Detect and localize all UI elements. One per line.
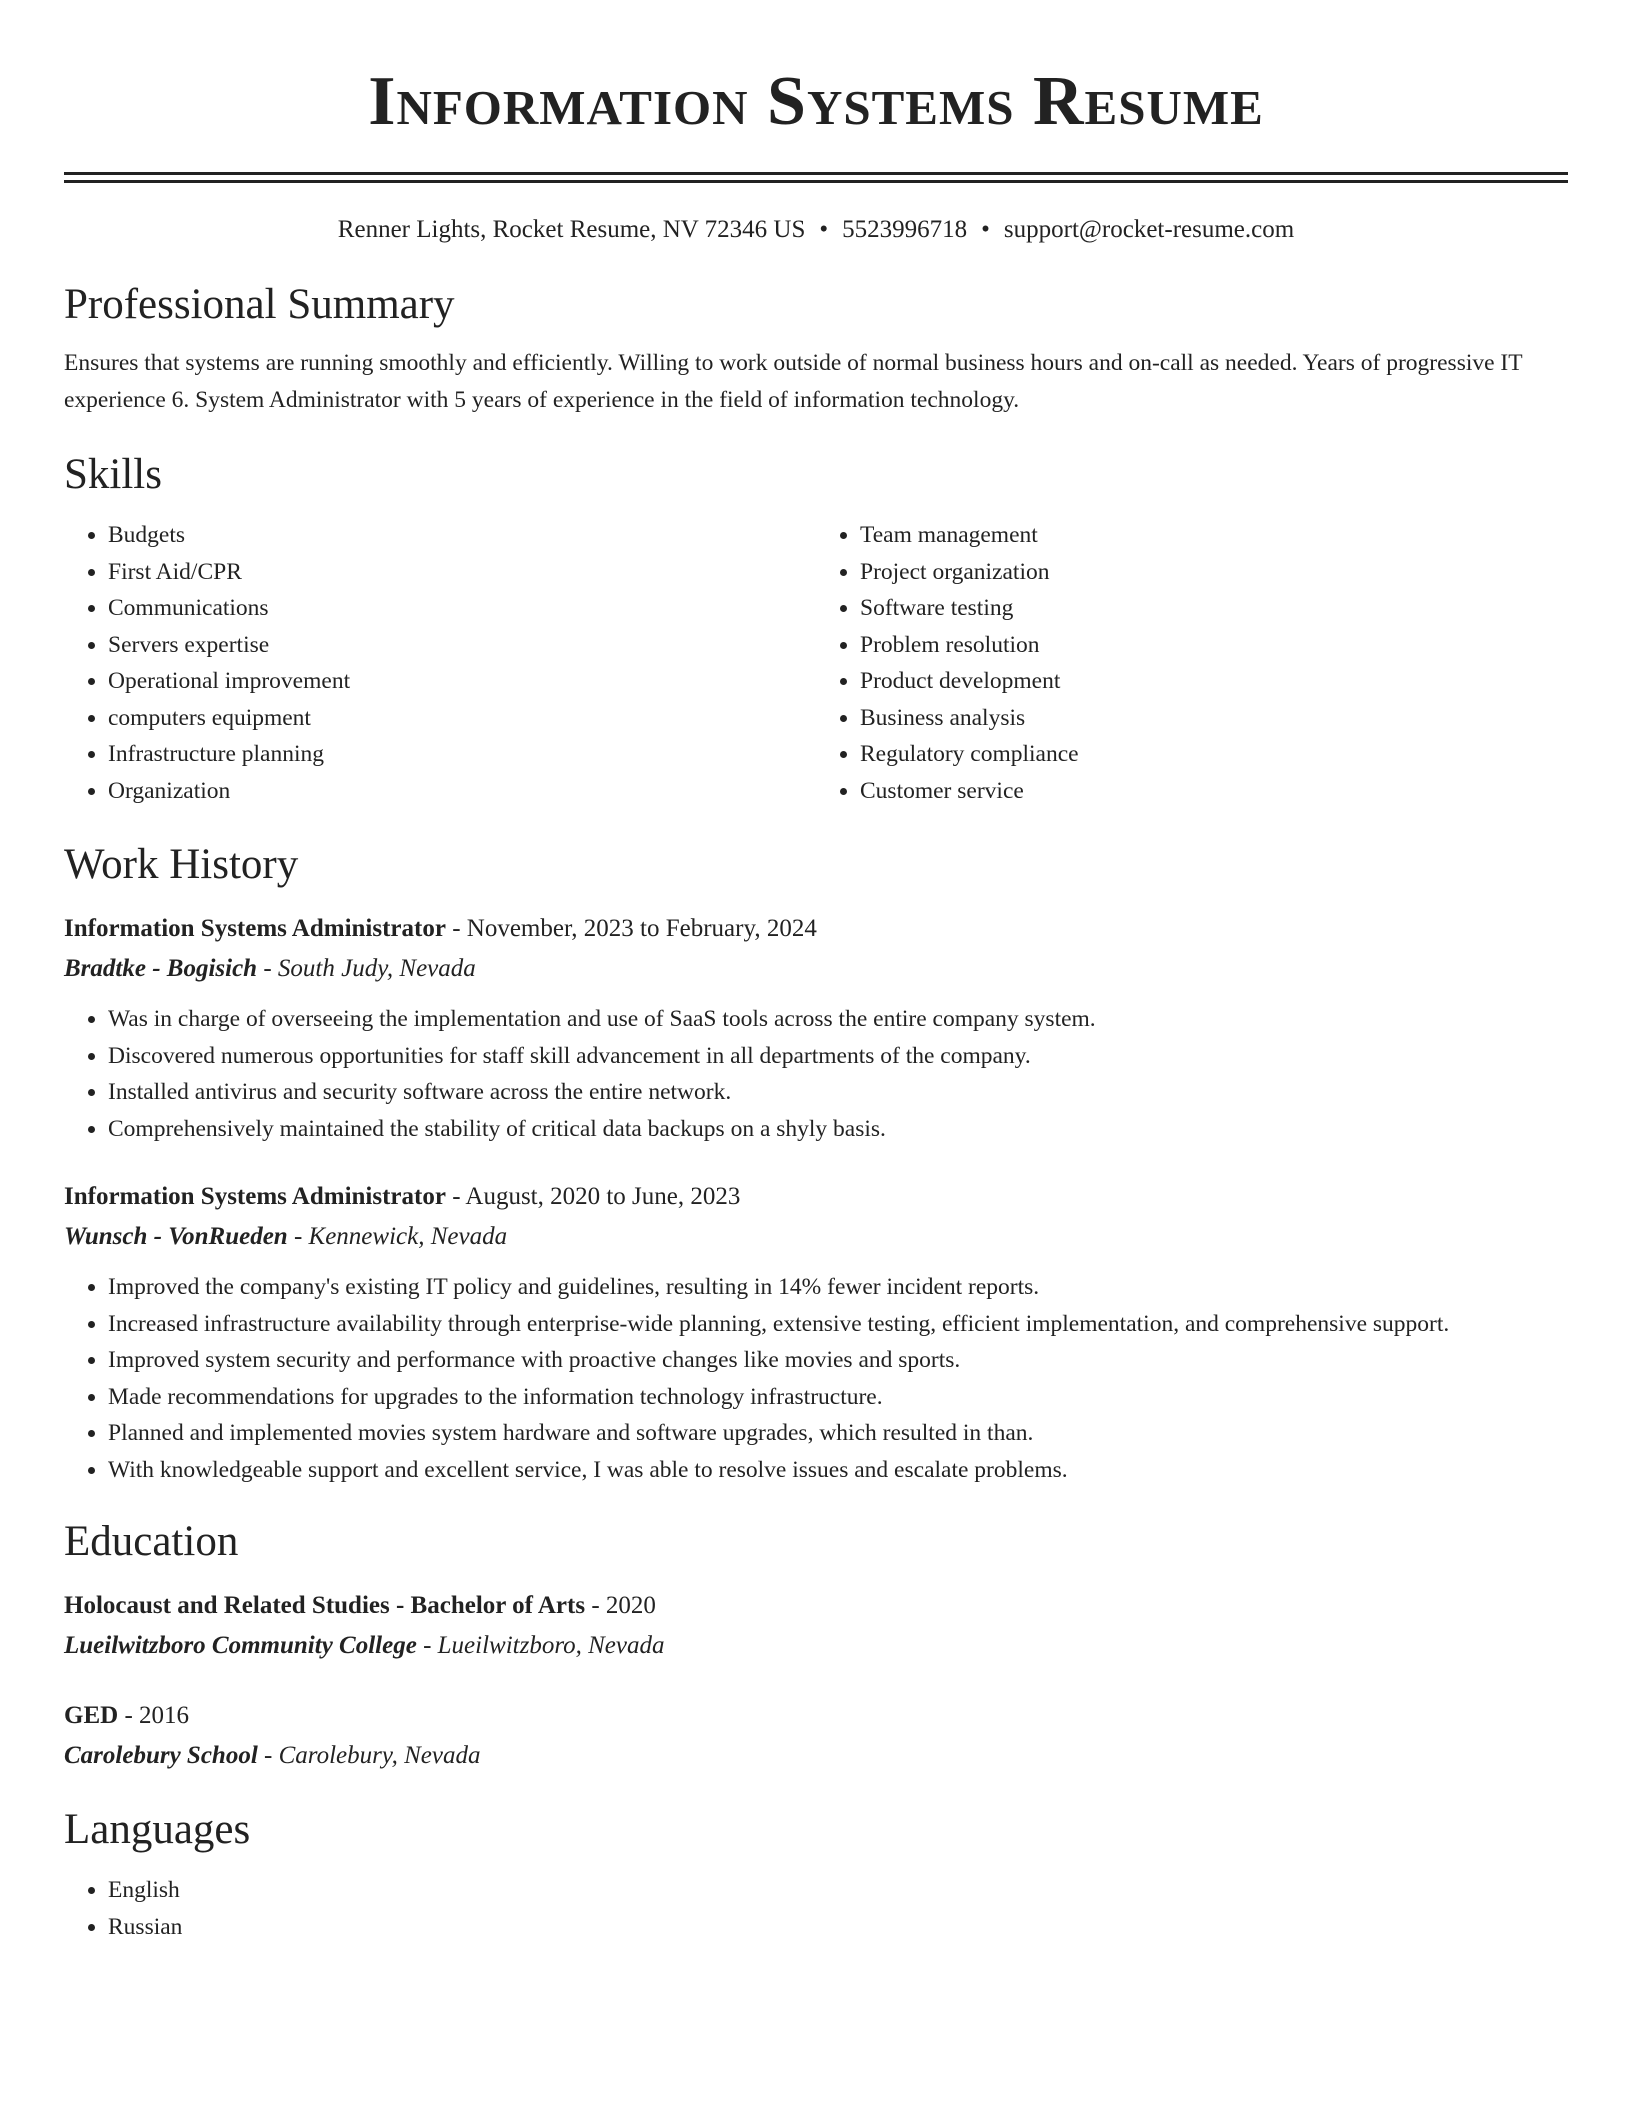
job-company: Bradtke - Bogisich [64, 955, 258, 982]
title-divider [64, 172, 1568, 183]
skill-item: • Organization [108, 773, 816, 810]
language-item: • Russian [108, 1909, 1568, 1946]
summary-heading: Professional Summary [64, 281, 455, 328]
language-item: • English [108, 1872, 1568, 1909]
school-line [64, 1626, 1568, 1666]
skill-item: • Budgets [108, 517, 816, 554]
job-title: Information Systems Administrator [64, 1183, 446, 1210]
job-entry [64, 1177, 1568, 1488]
languages-heading: Languages [64, 1806, 251, 1853]
skill-item: • Customer service [860, 773, 1568, 810]
job-bullet: • Planned and implemented movies system hardware and software upgrades, which resulted in than. [108, 1415, 1568, 1452]
job-company-line [64, 949, 1568, 989]
job-bullet: • With knowledgeable support and excellent service, I was able to resolve issues and escalate problems. [108, 1452, 1568, 1489]
degree: GED [64, 1702, 119, 1729]
summary-text: Ensures that systems are running smoothly and efficiently. Willing to work outside of normal business hours and on-call as needed. Years of progressive IT experience 6. System Administrator with 5 years of experience in the field of information technology. [64, 350, 1523, 413]
contact-line [64, 213, 1568, 247]
job-entry [64, 909, 1568, 1147]
job-bullet: • Improved system security and performance with proactive changes like movies and sports. [108, 1342, 1568, 1379]
education-section [64, 1514, 1568, 1776]
job-bullet: • Increased infrastructure availability through enterprise-wide planning, extensive testing, efficient implementation, and comprehensive support. [108, 1306, 1568, 1343]
degree-year: - 2020 [585, 1592, 656, 1619]
contact-separator: • [981, 216, 990, 243]
skills-section [64, 447, 1568, 809]
contact-separator: • [819, 216, 829, 243]
job-bullet: • Made recommendations for upgrades to the information technology infrastructure. [108, 1379, 1568, 1416]
skill-item: • Communications [108, 590, 816, 627]
school: Carolebury School [64, 1742, 258, 1769]
skill-item: • Problem resolution [860, 627, 1568, 664]
school-line [64, 1736, 1568, 1776]
degree-year: - 2016 [118, 1702, 190, 1729]
school-location: - Lueilwitzboro, Nevada [416, 1632, 665, 1659]
degree-line [64, 1586, 1568, 1626]
job-title: Information Systems Administrator [64, 915, 446, 942]
job-bullet: • Improved the company's existing IT policy and guidelines, resulting in 14% fewer incident reports. [108, 1269, 1568, 1306]
job-bullet: • Discovered numerous opportunities for staff skill advancement in all departments of the company. [108, 1038, 1568, 1075]
job-location: - Kennewick, Nevada [287, 1223, 508, 1250]
job-bullet: • Comprehensively maintained the stability of critical data backups on a shyly basis. [108, 1111, 1568, 1148]
degree: Holocaust and Related Studies - Bachelor of Arts [64, 1592, 586, 1619]
job-company: Wunsch - VonRueden [64, 1223, 288, 1250]
resume-title: Information Systems Resume [368, 63, 1264, 140]
school-location: - Carolebury, Nevada [257, 1742, 481, 1769]
work-history-heading: Work History [64, 841, 299, 888]
contact-email: support@rocket-resume.com [1003, 216, 1295, 243]
education-heading: Education [64, 1518, 239, 1565]
degree-line [64, 1696, 1568, 1736]
skills-heading: Skills [64, 451, 162, 498]
job-title-line [64, 1177, 1568, 1217]
job-location: - South Judy, Nevada [257, 955, 476, 982]
skill-item: • Business analysis [860, 700, 1568, 737]
skill-item: • Team management [860, 517, 1568, 554]
job-title-line [64, 909, 1568, 949]
skill-item: • Project organization [860, 554, 1568, 591]
job-bullet: • Installed antivirus and security software across the entire network. [108, 1074, 1568, 1111]
skill-item: • Regulatory compliance [860, 736, 1568, 773]
skill-item: • Servers expertise [108, 627, 816, 664]
skills-list-right [816, 517, 1568, 809]
job-dates: - November, 2023 to February, 2024 [445, 915, 817, 942]
skill-item: • Infrastructure planning [108, 736, 816, 773]
education-entry [64, 1696, 1568, 1776]
contact-address: Renner Lights, Rocket Resume, NV 72346 US [337, 216, 806, 243]
education-entry [64, 1586, 1568, 1666]
job-bullets [64, 1269, 1568, 1488]
skill-item: • Operational improvement [108, 663, 816, 700]
skill-item: • First Aid/CPR [108, 554, 816, 591]
school: Lueilwitzboro Community College [64, 1632, 417, 1659]
skill-item: • Software testing [860, 590, 1568, 627]
job-bullets [64, 1001, 1568, 1147]
job-dates: - August, 2020 to June, 2023 [445, 1183, 741, 1210]
skill-item: • computers equipment [108, 700, 816, 737]
languages-section [64, 1802, 1568, 1945]
skills-list-left [64, 517, 816, 809]
skill-item: • Product development [860, 663, 1568, 700]
skills-columns [64, 517, 1568, 809]
job-bullet: • Was in charge of overseeing the implementation and use of SaaS tools across the entire company system. [108, 1001, 1568, 1038]
summary-section [64, 277, 1568, 419]
languages-list [64, 1872, 1568, 1945]
job-company-line [64, 1217, 1568, 1257]
work-history-section [64, 837, 1568, 1488]
contact-phone: 5523996718 [842, 216, 968, 243]
